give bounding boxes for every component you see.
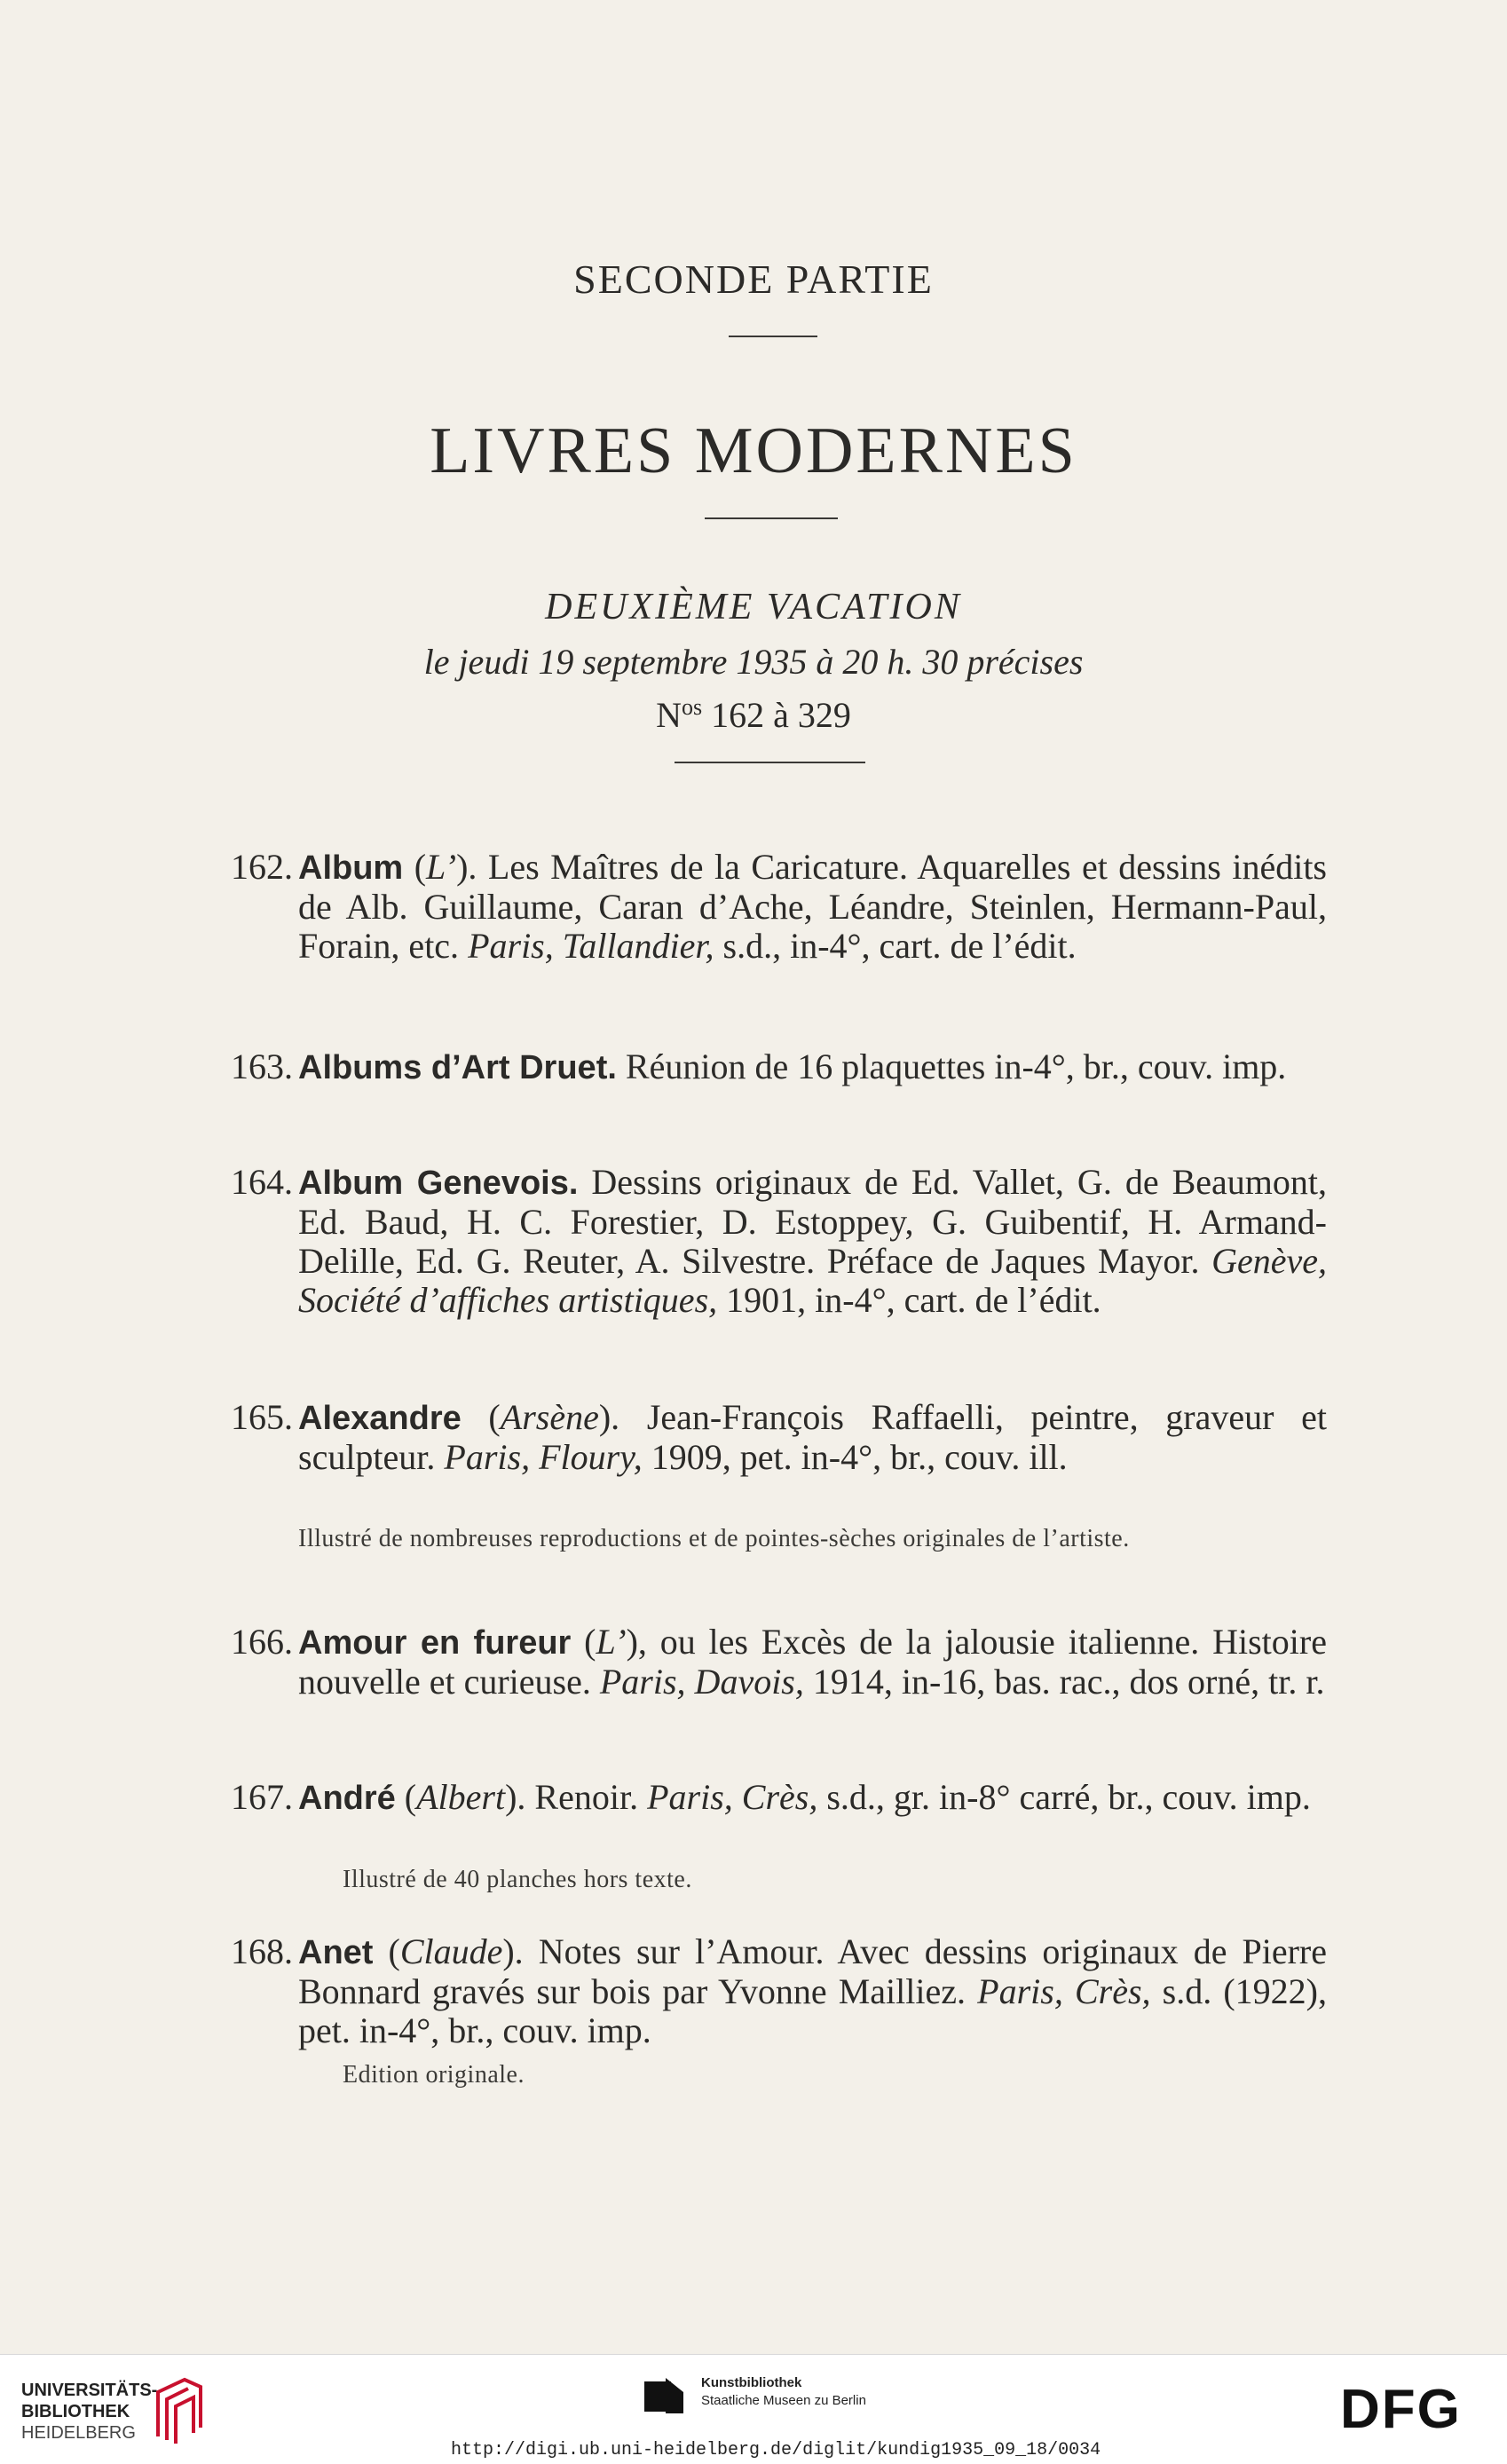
kunstbibliothek-name: Kunstbibliothek Staatliche Museen zu Berlin [701,2375,866,2408]
entry-heading: Album [298,849,404,887]
entry-note: Edition originale. [343,2061,525,2089]
entry-heading: Amour en fureur [298,1624,572,1662]
digitization-footer [0,2354,1507,2464]
lot-number: 168. [231,1931,293,1971]
lot-range: $N^{os}$ 162 à 329 [656,694,851,735]
divider-rule [729,336,817,337]
entry-heading: Album Genevois. [298,1165,579,1202]
lot-number: 164. [231,1162,293,1202]
entry-text: Album (L’). Les Maîtres de la Caricature. Aquarelles et dessins inédits de Alb. Guillaume, Caran d’Ache, Léandre, Steinlen, Hermann-Paul, Forain, etc. Paris, Tallandier, s.d., in-4°, cart. de l’édit. [298,847,1327,966]
sale-date: le jeudi 19 septembre 1935 à 20 h. 30 précises [423,642,1084,682]
lot-number: 167. [231,1777,293,1817]
part-heading: SECONDE PARTIE [573,257,934,302]
section-title: LIVRES MODERNES [430,415,1077,487]
entry-note: Illustré de 40 planches hors texte. [343,1866,692,1893]
entry-text: Anet (Claude). Notes sur l’Amour. Avec dessins originaux de Pierre Bonnard gravés sur bois par Yvonne Mailliez. Paris, Crès, s.d. (1922), pet. in-4°, br., couv. imp. [298,1931,1328,2050]
entry-text: Amour en fureur (L’), ou les Excès de la jalousie italienne. Histoire nouvelle et curieuse. Paris, Davois, 1914, in-16, bas. rac., dos orné, tr. r. [298,1622,1327,1702]
lot-number: 165. [231,1397,293,1437]
lot-number: 163. [231,1046,293,1086]
permalink-url[interactable]: http://digi.ub.uni-heidelberg.de/diglit/kundig1935_09_18/0034 [451,2440,1101,2460]
entry-note: Illustré de nombreuses reproductions et de pointes-sèches originales de l’artiste. [298,1525,1130,1552]
divider-rule [705,517,838,519]
entry-text: Album Genevois. Dessins originaux de Ed. Vallet, G. de Beaumont, Ed. Baud, H. C. Forestier, D. Estoppey, G. Guibentif, H. Armand-Delille, Ed. G. Reuter, A. Silvestre. Préface de Jaques Mayor. Genève, Société d’affiches artistiques, 1901, in-4°, cart. de l’édit. [298,1162,1327,1320]
lot-number: 166. [231,1622,293,1662]
entry-text: Alexandre (Arsène). Jean-François Raffaelli, peintre, graveur et sculpteur. Paris, Floury, 1909, pet. in-4°, br., couv. ill. [298,1397,1327,1477]
lot-number: 162. [231,847,293,887]
entry-text: André (Albert). Renoir. Paris, Crès, s.d., gr. in-8° carré, br., couv. imp. [298,1777,1311,1817]
entry-heading: Anet [298,1934,374,1971]
kunstbibliothek-logo-icon [643,2373,689,2419]
entry-heading: Alexandre [298,1400,462,1437]
ub-heidelberg-logo-icon [149,2374,206,2445]
entry-heading: André [298,1780,396,1817]
entry-text: Albums d’Art Druet. Réunion de 16 plaquettes in-4°, br., couv. imp. [298,1046,1287,1086]
dfg-logo: DFG [1340,2379,1462,2440]
divider-rule [675,762,865,763]
entry-heading: Albums d’Art Druet. [298,1049,617,1086]
vacation-heading: DEUXIÈME VACATION [545,587,962,628]
ub-heidelberg-name: UNIVERSITÄTS- BIBLIOTHEK HEIDELBERG [21,2381,158,2443]
